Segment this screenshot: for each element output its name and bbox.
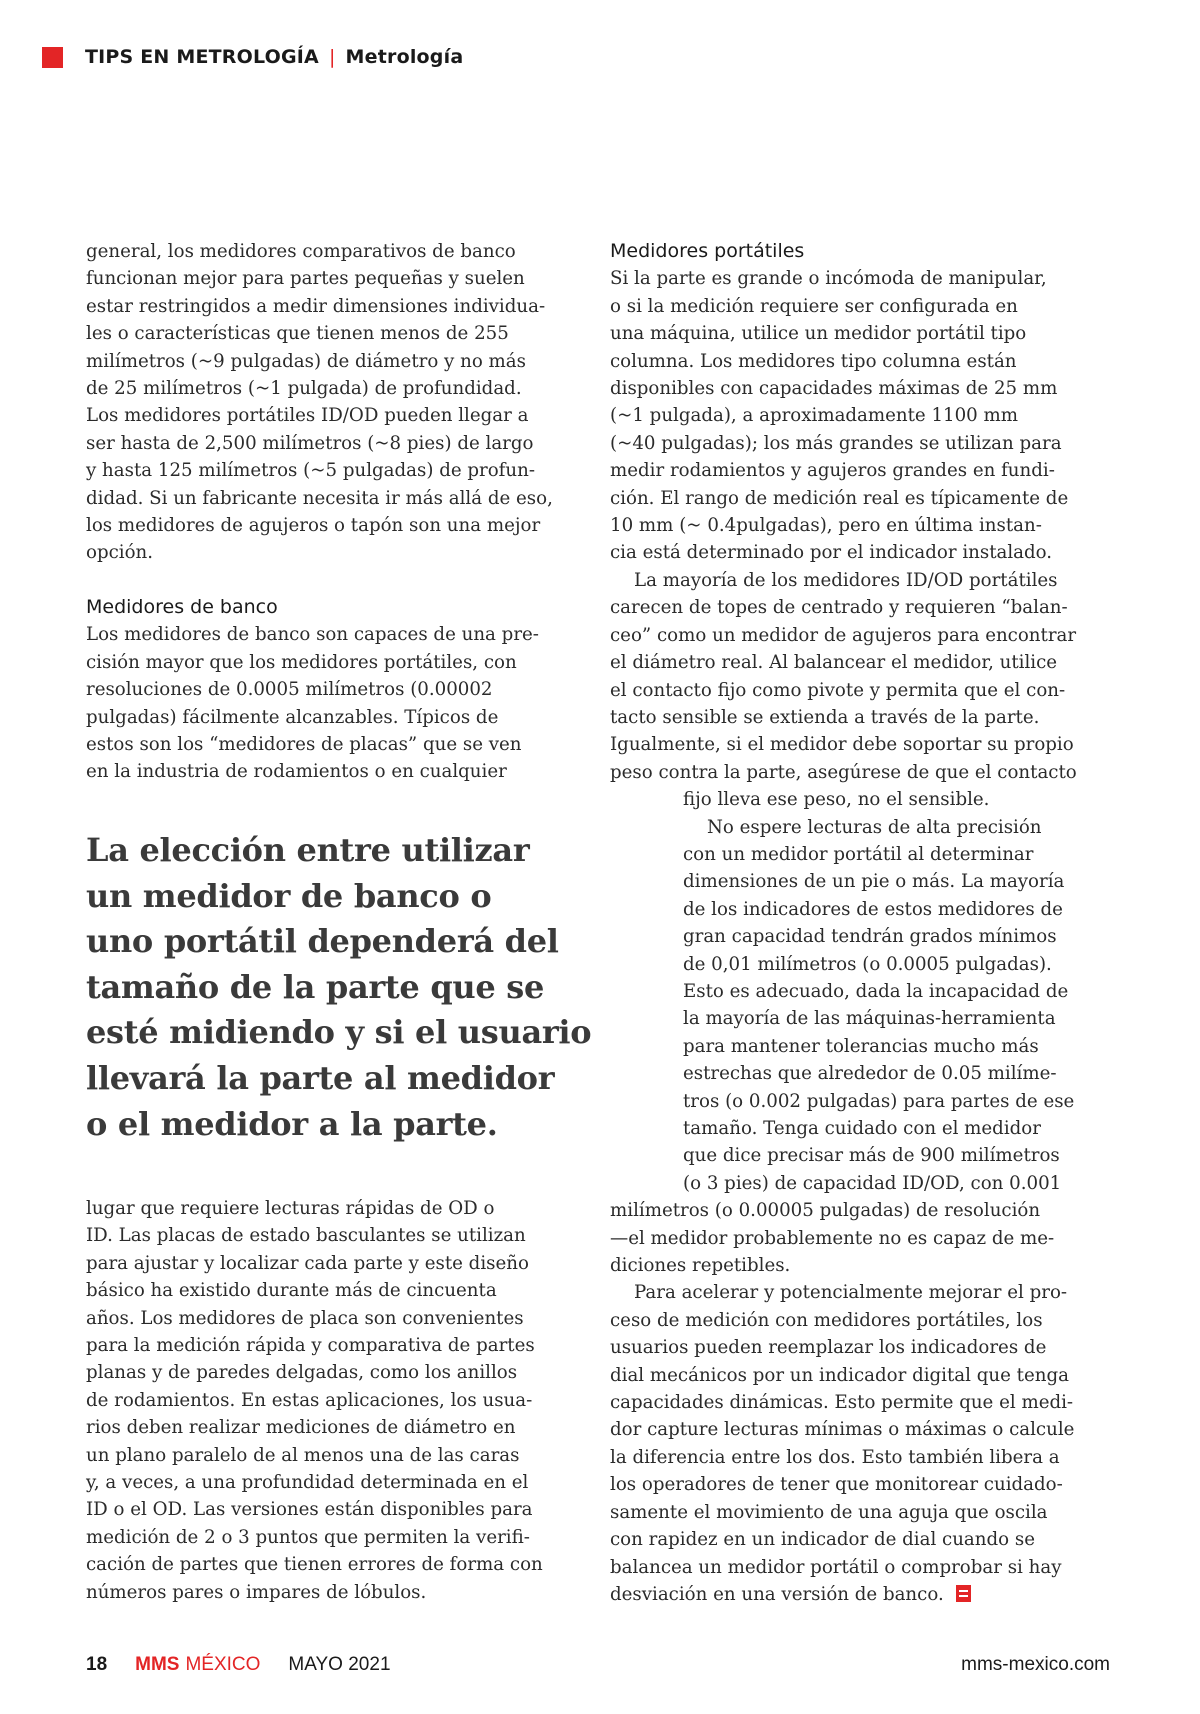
text-line: samente el movimiento de una aguja que oscila (610, 1501, 1048, 1523)
text-line: planas y de paredes delgadas, como los anillos (86, 1362, 518, 1384)
text-line: Para acelerar y potencialmente mejorar el pro- (634, 1282, 1068, 1304)
text-line: estrechas que alrededor de 0.05 milíme- (683, 1063, 1057, 1085)
text-line: en la industria de rodamientos o en cualquier (86, 761, 507, 783)
text-line: Los medidores portátiles ID/OD pueden llegar a (86, 405, 529, 427)
text-line: básico ha existido durante más de cincuenta (86, 1280, 497, 1302)
portatiles-paragraph-3 (610, 814, 1110, 1280)
text-line: opción. (86, 542, 154, 564)
text-line: de los indicadores de estos medidores de (683, 898, 1063, 920)
text-line: los operadores de tener que monitorear cuidado- (610, 1474, 1063, 1496)
text-line: milímetros (~9 pulgadas) de diámetro y no más (86, 350, 526, 372)
text-line: ceo” como un medidor de agujeros para encontrar (610, 624, 1077, 646)
text-line: tamaño. Tenga cuidado con el medidor (683, 1118, 1041, 1139)
portatiles-paragraph-2 (610, 567, 1110, 814)
left-top-paragraph (86, 238, 586, 567)
text-line: capacidades dinámicas. Esto permite que el medi- (610, 1392, 1074, 1414)
text-line: con un medidor portátil al determinar (683, 843, 1034, 865)
banco-section (86, 594, 586, 786)
header-category: Metrología (345, 46, 464, 68)
text-line: de 25 milímetros (~1 pulgada) de profundidad. (86, 378, 522, 400)
text-line: estar restringidos a medir dimensiones individua- (86, 295, 546, 317)
portatiles-paragraph-4 (610, 1279, 1110, 1608)
text-line: números pares o impares de lóbulos. (86, 1581, 427, 1603)
text-line: estos son los “medidores de placas” que se ven (86, 734, 522, 756)
text-line: pulgadas) fácilmente alcanzables. Típicos de (86, 706, 499, 728)
text-line: Si la parte es grande o incómoda de manipular, (610, 268, 1047, 290)
left-column-top (86, 238, 586, 567)
document-end-icon (956, 1585, 971, 1602)
brand-country: MÉXICO (185, 1654, 261, 1675)
text-line: y, a veces, a una profundidad determinada en el (86, 1472, 529, 1494)
text-line: Igualmente, si el medidor debe soportar su propio (610, 734, 1074, 756)
text-line: medir rodamientos y agujeros grandes en fundi- (610, 460, 1055, 482)
pull-quote-line: esté midiendo y si el usuario (86, 1013, 592, 1052)
page-header (42, 42, 463, 72)
last-line-text: desviación en una versión de banco. (610, 1583, 944, 1605)
text-line: el diámetro real. Al balancear el medidor, utilice (610, 652, 1058, 674)
text-line: tros (o 0.002 pulgadas) para partes de ese (683, 1090, 1075, 1112)
portatiles-heading: Medidores portátiles (610, 240, 805, 262)
pull-quote (86, 828, 591, 1147)
text-line: con rapidez en un indicador de dial cuando se (610, 1529, 1035, 1551)
text-line: dor capture lecturas mínimas o máximas o calcule (610, 1419, 1075, 1441)
text-line: para ajustar y localizar cada parte y este diseño (86, 1252, 529, 1274)
text-line: gran capacidad tendrán grados mínimos (683, 926, 1057, 948)
text-line: ción. El rango de medición real es típicamente de (610, 487, 1069, 509)
text-line: (~40 pulgadas); los más grandes se utilizan para (610, 432, 1062, 454)
website-link[interactable]: mms-mexico.com (961, 1654, 1110, 1675)
right-column (610, 238, 1110, 1608)
pull-quote-line: uno portátil dependerá del (86, 922, 559, 961)
text-line: un plano paralelo de al menos una de las caras (86, 1444, 520, 1466)
text-line: de 0,01 milímetros (o 0.0005 pulgadas). (683, 953, 1052, 975)
text-line: los medidores de agujeros o tapón son una mejor (86, 515, 541, 537)
text-line: —el medidor probablemente no es capaz de me- (610, 1227, 1055, 1249)
text-line: una máquina, utilice un medidor portátil tipo (610, 323, 1027, 345)
text-line: dial mecánicos por un indicador digital que tenga (610, 1364, 1069, 1386)
text-line: para mantener tolerancias mucho más (683, 1035, 1039, 1057)
text-line: usuarios pueden reemplazar los indicadores de (610, 1337, 1047, 1359)
pull-quote-line: llevará la parte al medidor (86, 1058, 555, 1097)
banco-paragraph (86, 621, 586, 785)
pull-quote-line: un medidor de banco o (86, 876, 492, 915)
text-line: cación de partes que tienen errores de forma con (86, 1554, 543, 1576)
text-line: medición de 2 o 3 puntos que permiten la verifi- (86, 1526, 530, 1548)
text-line: el contacto fijo como pivote y permita que el con- (610, 679, 1066, 701)
header-divider: | (328, 46, 336, 68)
text-line: lugar que requiere lecturas rápidas de OD o (86, 1198, 495, 1219)
text-line: fijo lleva ese peso, no el sensible. (683, 789, 990, 811)
text-line: les o características que tienen menos de 255 (86, 323, 509, 345)
text-line: funcionan mejor para partes pequeñas y suelen (86, 268, 525, 290)
text-line: dimensiones de un pie o más. La mayoría (683, 871, 1065, 893)
pull-quote-line: tamaño de la parte que se (86, 967, 545, 1006)
text-line: años. Los medidores de placa son convenientes (86, 1307, 524, 1329)
issue-date: MAYO 2021 (288, 1654, 391, 1675)
text-line: que dice precisar más de 900 milímetros (683, 1145, 1060, 1167)
left-bottom-paragraph (86, 1195, 586, 1606)
text-line: cia está determinado por el indicador instalado. (610, 542, 1053, 564)
text-line: resoluciones de 0.0005 milímetros (0.00002 (86, 679, 493, 701)
text-line: ceso de medición con medidores portátiles, los (610, 1309, 1043, 1331)
text-line: balancea un medidor portátil o comprobar si hay (610, 1556, 1062, 1578)
text-line: de rodamientos. En estas aplicaciones, los usua- (86, 1389, 533, 1411)
text-line: y hasta 125 milímetros (~5 pulgadas) de profun- (86, 460, 535, 482)
pull-quote-line: o el medidor a la parte. (86, 1104, 498, 1143)
text-line: disponibles con capacidades máximas de 25 mm (610, 378, 1058, 400)
text-line: tacto sensible se extienda a través de la parte. (610, 706, 1040, 728)
text-line: general, los medidores comparativos de banco (86, 241, 516, 262)
text-line: diciones repetibles. (610, 1255, 791, 1277)
text-line: cisión mayor que los medidores portátiles, con (86, 651, 517, 673)
text-line: ID. Las placas de estado basculantes se utilizan (86, 1225, 526, 1247)
red-square-icon (42, 47, 63, 68)
page-footer (86, 1650, 1110, 1680)
text-line: la mayoría de las máquinas-herramienta (683, 1008, 1056, 1030)
text-line: carecen de topes de centrado y requieren “balan- (610, 597, 1068, 619)
text-line: columna. Los medidores tipo columna están (610, 350, 1017, 372)
pull-quote-line: La elección entre utilizar (86, 831, 530, 869)
portatiles-paragraph-1 (610, 265, 1110, 566)
page-number: 18 (86, 1654, 108, 1675)
text-line: No espere lecturas de alta precisión (707, 816, 1042, 838)
text-line: para la medición rápida y comparativa de partes (86, 1335, 535, 1357)
text-line (610, 1581, 1110, 1608)
banco-heading: Medidores de banco (86, 596, 278, 618)
text-line: o si la medición requiere ser configurada en (610, 295, 1018, 317)
text-line: milímetros (o 0.00005 pulgadas) de resolución (610, 1200, 1041, 1222)
text-line: rios deben realizar mediciones de diámetro en (86, 1417, 516, 1439)
text-line: (o 3 pies) de capacidad ID/OD, con 0.001 (683, 1172, 1062, 1194)
text-line: 10 mm (~ 0.4pulgadas), pero en última instan- (610, 515, 1042, 537)
header-section: TIPS EN METROLOGÍA (85, 46, 319, 68)
brand-logo: MMS (135, 1654, 180, 1675)
text-line: ser hasta de 2,500 milímetros (~8 pies) de largo (86, 432, 534, 454)
text-line: la diferencia entre los dos. Esto también libera a (610, 1446, 1060, 1468)
text-line: peso contra la parte, asegúrese de que el contacto (610, 761, 1077, 783)
text-line: ID o el OD. Las versiones están disponibles para (86, 1499, 533, 1521)
text-line: didad. Si un fabricante necesita ir más allá de eso, (86, 487, 553, 509)
text-line: Los medidores de banco son capaces de una pre- (86, 624, 539, 646)
text-line: La mayoría de los medidores ID/OD portátiles (634, 569, 1058, 591)
left-column-bottom (86, 1195, 586, 1606)
text-line: Esto es adecuado, dada la incapacidad de (683, 980, 1069, 1002)
text-line: (~1 pulgada), a aproximadamente 1100 mm (610, 405, 1019, 427)
